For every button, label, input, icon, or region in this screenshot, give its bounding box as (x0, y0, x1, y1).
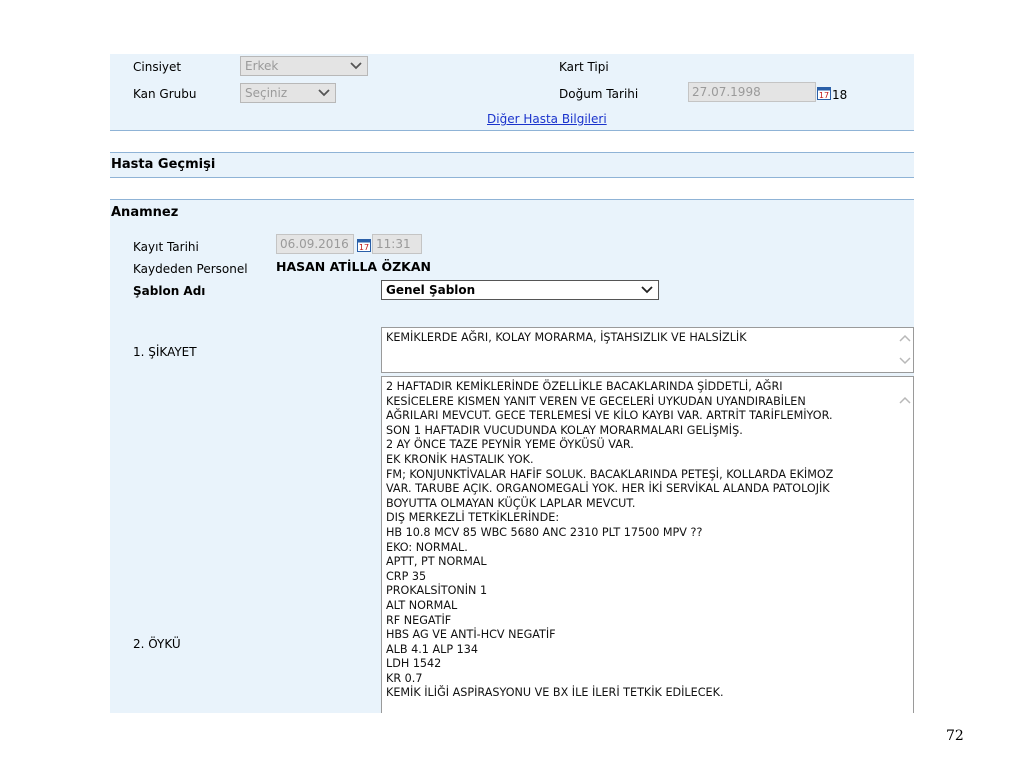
calendar-icon[interactable] (817, 86, 831, 100)
patient-age: 18 (832, 88, 848, 102)
more-patient-info-link[interactable]: Diğer Hasta Bilgileri (487, 112, 607, 126)
patient-panel-divider (110, 130, 914, 131)
history-title: Hasta Geçmişi (111, 157, 216, 172)
chevron-down-icon (317, 84, 331, 102)
history-header (110, 153, 914, 177)
story-textarea[interactable]: 2 HAFTADIR KEMİKLERİNDE ÖZELLİKLE BACAKLARINDA ŞİDDETLİ, AĞRI KESİCELERE KISMEN YANIT VEREN VE GECELERİ UYKUDAN UYANDIRABİLEN AĞRILARI MEVCUT. GECE TERLEMESİ VE KİLO KAYBI VAR. ARTRİT TARİFLEMİYOR. SON 1 HAFTADIR VUCUDUNDA KOLAY MORARMALARI GELİŞMİŞ. 2 AY ÖNCE TAZE PEYNİR YEME ÖYKÜSÜ VAR. EK KRONİK HASTALIK YOK. FM; KONJUNKTİVALAR HAFİF SOLUK. BACAKLARINDA PETEŞİ, KOLLARDA EKİMOZ VAR. TARUBE AÇIK. ORGANOMEGALİ YOK. HER İKİ SERVİKAL ALANDA PATOLOJİK BOYUTTA OLMAYAN KÜÇÜK LAPLAR MEVCUT. DIŞ MERKEZLİ TETKİKLERİNDE: HB 10.8 MCV 85 WBC 5680 ANC 2310 PLT 17500 MPV ?? EKO: NORMAL. APTT, PT NORMAL CRP 35 PROKALSİTONİN 1 ALT NORMAL RF NEGATİF HBS AG VE ANTİ-HCV NEGATİF ALB 4.1 ALP 134 LDH 1542 KR 0.7 KEMİK İLİĞİ ASPİRASYONU VE BX İLE İLERİ TETKİK EDİLECEK. (381, 376, 914, 713)
card-type-label: Kart Tipi (559, 60, 609, 74)
scroll-up-icon[interactable] (898, 333, 912, 343)
recorder-name: HASAN ATİLLA ÖZKAN (276, 259, 431, 274)
gender-select[interactable] (240, 56, 368, 76)
gender-label: Cinsiyet (133, 60, 182, 74)
svg-text:17: 17 (818, 91, 830, 100)
complaint-textarea[interactable]: KEMİKLERDE AĞRI, KOLAY MORARMA, İŞTAHSIZLIK VE HALSİZLİK (381, 327, 914, 373)
blood-group-select[interactable] (240, 83, 336, 103)
gender-select-value: Erkek (245, 59, 279, 73)
scroll-down-icon[interactable] (898, 356, 912, 366)
history-bottom-divider (110, 177, 914, 178)
recorder-label: Kaydeden Personel (133, 262, 248, 276)
record-date-label: Kayıt Tarihi (133, 240, 199, 254)
complaint-label: 1. ŞİKAYET (133, 345, 197, 359)
template-select[interactable] (381, 280, 659, 300)
template-select-value: Genel Şablon (386, 283, 476, 297)
page-number: 72 (946, 728, 964, 744)
record-date-field[interactable]: 06.09.2016 (276, 234, 354, 254)
svg-text:17: 17 (358, 243, 370, 252)
chevron-down-icon (640, 281, 654, 299)
chevron-down-icon (349, 57, 363, 75)
anamnesis-title: Anamnez (111, 205, 179, 220)
story-label: 2. ÖYKÜ (133, 637, 181, 651)
record-time-field[interactable]: 11:31 (372, 234, 422, 254)
scroll-up-icon[interactable] (898, 395, 912, 405)
blood-group-select-value: Seçiniz (245, 86, 288, 100)
birth-date-field[interactable]: 27.07.1998 (688, 82, 816, 102)
blood-group-label: Kan Grubu (133, 87, 197, 101)
template-label: Şablon Adı (133, 284, 206, 298)
birth-date-label: Doğum Tarihi (559, 87, 639, 101)
calendar-icon[interactable] (357, 238, 371, 252)
